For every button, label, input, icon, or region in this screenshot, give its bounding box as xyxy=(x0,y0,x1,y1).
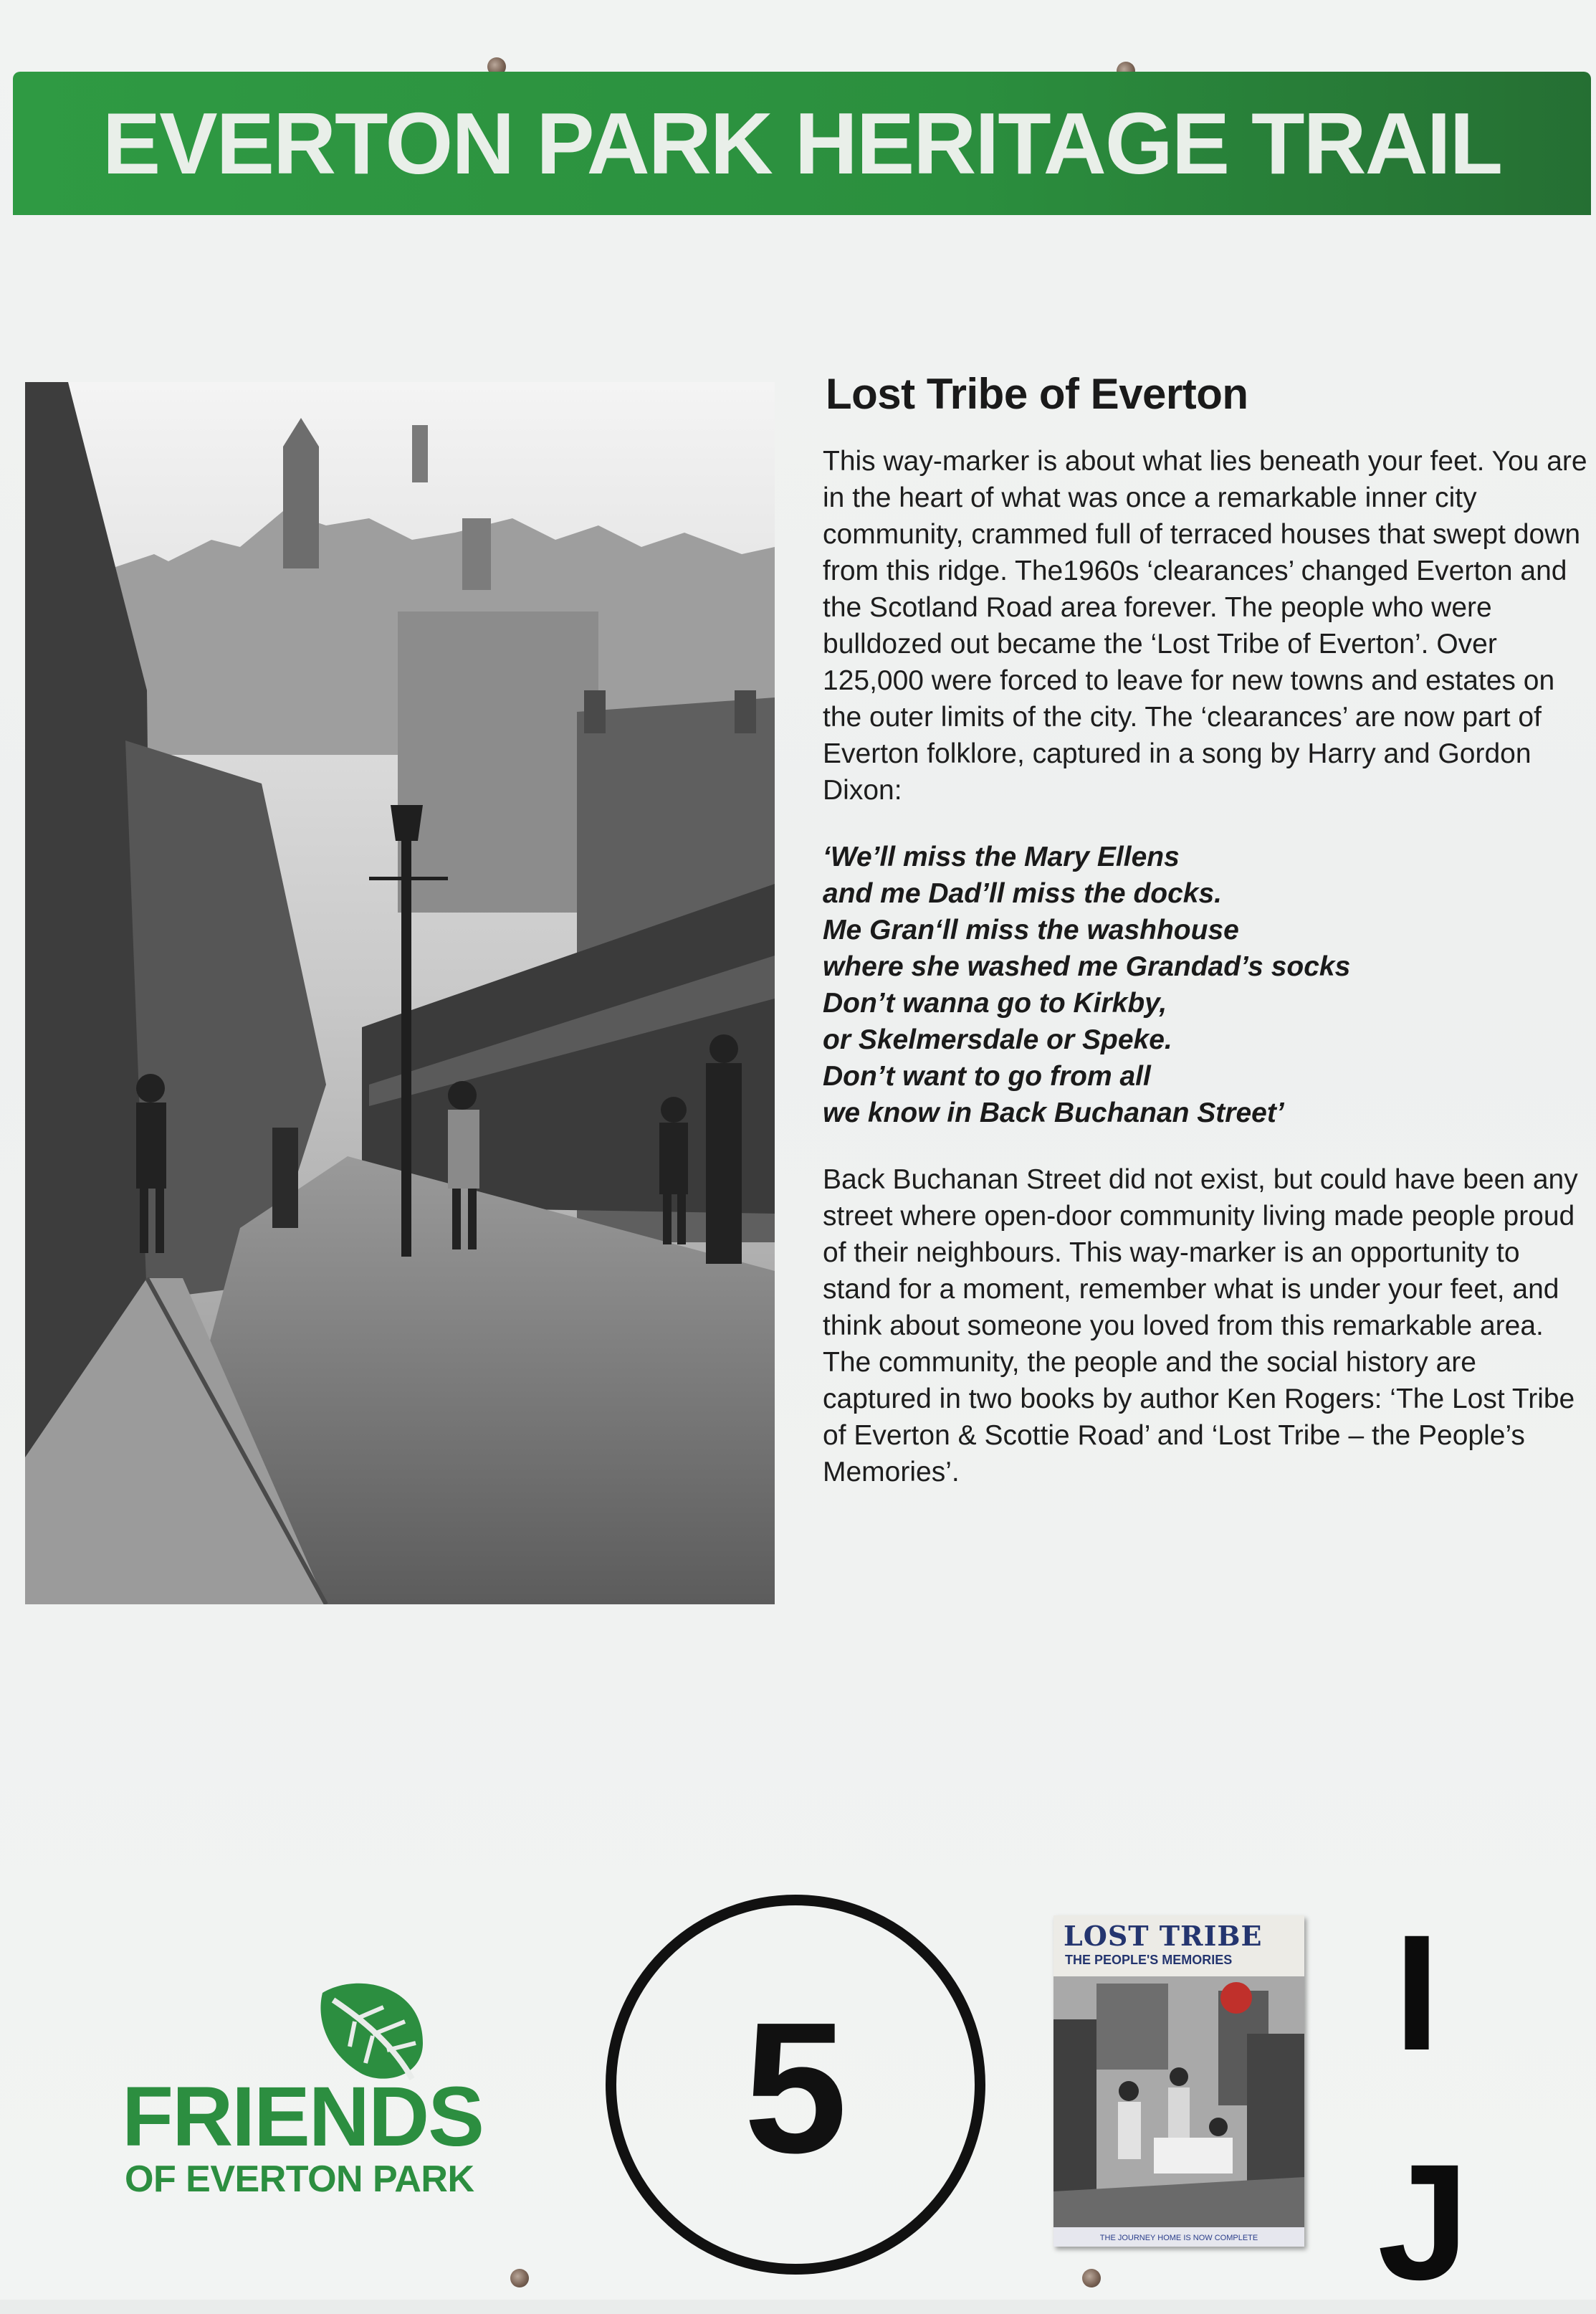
lyric-line: or Skelmersdale or Speke. xyxy=(823,1024,1172,1055)
article-heading: Lost Tribe of Everton xyxy=(826,370,1248,418)
screw xyxy=(1082,2269,1101,2287)
book-cover xyxy=(1053,1915,1304,2247)
marker-number-badge xyxy=(606,1895,985,2275)
song-lyrics xyxy=(823,839,1590,1131)
lyric-line: and me Dad’ll miss the docks. xyxy=(823,878,1223,909)
lyric-line: we know in Back Buchanan Street’ xyxy=(823,1098,1284,1128)
book-footer-text: THE JOURNEY HOME IS NOW COMPLETE xyxy=(1099,2234,1258,2242)
lyric-line: Don’t wanna go to Kirkby, xyxy=(823,988,1167,1019)
grid-letter-bottom: J xyxy=(1377,2130,1469,2314)
book-subtitle: THE PEOPLE'S MEMORIES xyxy=(1065,1953,1233,1967)
title-banner xyxy=(13,72,1591,215)
page-title: EVERTON PARK HERITAGE TRAIL xyxy=(102,95,1502,192)
lyric-line: ‘We’ll miss the Mary Ellens xyxy=(823,842,1180,872)
marker-number: 5 xyxy=(743,1984,848,2192)
grid-letter-top: I xyxy=(1394,1900,1440,2085)
historic-street-photo xyxy=(25,382,775,1604)
article xyxy=(823,369,1590,1490)
article-outro: Back Buchanan Street did not exist, but could have been any street where open-door community living made people proud of their neighbours. This way-marker is an opportunity to stand for a moment, remember what is under your feet, and think about someone you loved from this remarkable area. The community, the people and the social history are captured in two books by author Ken Rogers: ‘The Lost Tribe of Everton & Scottie Road’ and ‘Lost Tribe – the People’s Memories’. xyxy=(823,1164,1578,1487)
friends-of-everton-park-logo xyxy=(122,1979,523,2200)
book-cover-photo xyxy=(1053,1976,1304,2247)
screw xyxy=(510,2269,529,2287)
article-intro: This way-marker is about what lies beneath your feet. You are in the heart of what was once a remarkable inner city community, crammed full of terraced houses that swept down from this ridge. The1960s ‘clearances’ changed Everton and the Scotland Road area forever. The people who were bulldozed out became the ‘Lost Tribe of Everton’. Over 125,000 were forced to leave for new towns and estates on the outer limits of the city. The ‘clearances’ are now part of Everton folklore, captured in a song by Harry and Gordon Dixon: xyxy=(823,446,1587,806)
grid-reference xyxy=(1377,1900,1469,2314)
lyric-line: Me Gran‘ll miss the washhouse xyxy=(823,915,1239,946)
lyric-line: where she washed me Grandad’s socks xyxy=(823,951,1351,982)
lyric-line: Don’t want to go from all xyxy=(823,1061,1151,1092)
logo-line-1: FRIENDS xyxy=(122,2070,483,2164)
logo-line-2: OF EVERTON PARK xyxy=(125,2158,474,2200)
book-title: LOST TRIBE xyxy=(1064,1920,1263,1952)
